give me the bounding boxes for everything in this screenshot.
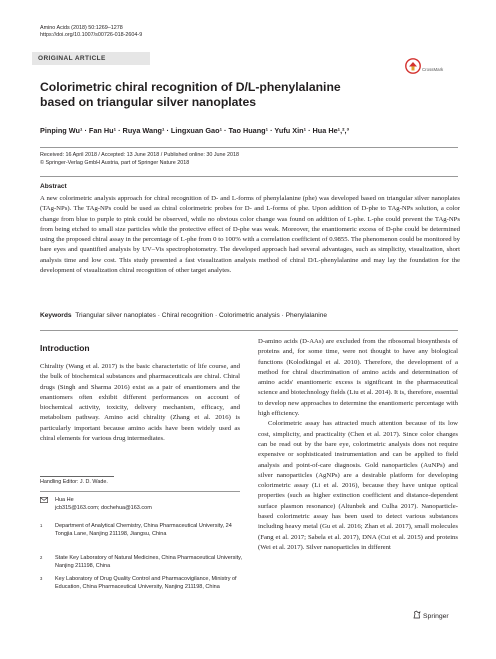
publisher-name: Springer bbox=[423, 613, 449, 620]
contact-email[interactable]: jcb315@163.com; dochehua@163.com bbox=[55, 504, 152, 511]
publication-dates: Received: 16 April 2018 / Accepted: 13 June 2018 / Published online: 30 June 2018 bbox=[40, 152, 239, 158]
journal-reference bbox=[40, 25, 142, 39]
crossmark-badge[interactable] bbox=[405, 58, 455, 80]
divider bbox=[40, 147, 458, 148]
affiliation-number: 1 bbox=[40, 523, 43, 528]
paragraph: Chirality (Wang et al. 2017) is the basic characteristic of life course, and the bulk of biochemical substances and pharmaceuticals are chiral. Chiral drugs (Singh and Sharma 2016) exist as a pair of enantiomers and the enantiomers often exhibit different performances on account of biochemical activity, toxicity, delivery mechanism, efficacy, and metabolism pathway. Amino acid chirality (Zhang et al. 2016) is particularly important because amino acids have been widely used as chiral elements for various drug intermediates. bbox=[40, 363, 240, 443]
article-type-label: ORIGINAL ARTICLE bbox=[38, 55, 106, 62]
handling-editor-note: Handling Editor: J. D. Wade. bbox=[40, 479, 108, 485]
paragraph: D-amino acids (D-AAs) are excluded from the ribosomal biosynthesis of proteins and, for some time, were not thought to have any biological functions (Kolodkingal et al. 2010). Therefore, the development of a method for chiral discrimination of amino acids and determination of amino acids' enantiomeric excess is significant in the pharmaceutical science and biotechnology fields (Liu et al. 2014). It is, therefore, essential to develop new approaches to determine the enantiomeric percentage with high efficiency. bbox=[258, 338, 459, 418]
article-title: Colorimetric chiral recognition of D/L-phenylalanine based on triangular silver nanoplates bbox=[40, 80, 341, 109]
body-column-right bbox=[258, 337, 458, 553]
springer-horse-icon bbox=[413, 610, 421, 619]
keywords-list: Triangular silver nanoplates · Chiral recognition · Colorimetric analysis · Phenylalanine bbox=[75, 312, 328, 319]
affiliation-text: Department of Analytical Chemistry, China Pharmaceutical University, 24 Tongjia Lane, Nanjing 211198, Jiangsu, China bbox=[55, 523, 232, 537]
affiliation-number: 2 bbox=[40, 555, 43, 560]
keywords bbox=[40, 312, 460, 319]
affiliation-text: Key Laboratory of Drug Quality Control and Pharmacovigilance, Ministry of Education, China Pharmaceutical University, Nanjing 211198, China bbox=[55, 576, 237, 590]
abstract-text: A new colorimetric analysis approach for chiral recognition of D- and L-forms of phenylalanine (phe) was developed based on triangular silver nanoplates (TAg-NPs). The TAg-NPs could be used as chiral colorimetric probes for D- and L-forms of phe. Upon addition of D-phe to TAg-NPs solution, a color change from blue to purple to pink could be observed, while no obvious color change was found on addition of L-phe. L-phe could prevent the TAg-NPs from being etched to small size particles while the protective effect of D-phe was weak. Moreover, the enantiomeric excess of D-phe could be determined using the proposed chiral assay in the percentage of L-phe from 0 to 100% with a correlation coefficient of 0.9855. The phenomenon could be monitored by bare eyes and quantified analysis by UV–Vis spectrophotometry. The developed approach had several advantages, such as simplicity, visualization, short analysis time and low cost. This study presented a fast visualization analysis method of chiral D/L-phenylalanine and may lay the foundation for the development of visualization chiral recognition of other target analytes. bbox=[40, 195, 460, 275]
contact-name: Hua He bbox=[55, 497, 74, 503]
abstract-heading: Abstract bbox=[40, 183, 67, 190]
affiliation-text: State Key Laboratory of Natural Medicines, China Pharmaceutical University, Nanjing 211198, China bbox=[55, 555, 242, 569]
doi-link[interactable]: https://doi.org/10.1007/s00726-018-2604-9 bbox=[40, 31, 143, 38]
copyright-notice: © Springer-Verlag GmbH Austria, part of Springer Nature 2018 bbox=[40, 160, 190, 166]
footnote-divider bbox=[40, 476, 114, 477]
section-heading-introduction: Introduction bbox=[40, 343, 90, 353]
contact-icon-block bbox=[40, 497, 48, 507]
divider bbox=[40, 176, 458, 177]
footnote-divider bbox=[40, 491, 240, 492]
envelope-icon bbox=[40, 497, 48, 503]
author-list: Pinping Wu¹ · Fan Hu¹ · Ruya Wang¹ · Lingxuan Gao¹ · Tao Huang¹ · Yufu Xin¹ · Hua He¹,²,³ bbox=[40, 126, 350, 135]
journal-citation: Amino Acids (2018) 50:1269–1278 bbox=[40, 25, 123, 31]
divider bbox=[40, 330, 458, 331]
body-column-left bbox=[40, 362, 240, 444]
affiliation-number: 3 bbox=[40, 576, 43, 581]
paragraph: Colorimetric assay has attracted much attention because of its low cost, simplicity, and practicality (Chen et al. 2017). Since color changes can be read out by the bare eye, colorimetric analysis does not require expensive or sophisticated instrumentation and can be applied to field analysis and point-of-care diagnosis. Gold nanoparticles (AuNPs) and silver nanoparticles (AgNPs) are a desirable platform for developing colorimetric assay (Li et al. 2016), because they have unique optical properties (such as higher extinction coefficient and distance-dependent surface plasmon resonance) (Altunbek and Culha 2017). Nanoparticle-based colorimetric assay has been used to detect various substances including heavy metal (Gu et al. 2016; Zhan et al. 2017), small molecules (Fang et al. 2017; Sabela et al. 2017), DNA (Cui et al. 2015) and proteins (Wei et al. 2017). Silver nanoparticles in different bbox=[258, 420, 458, 551]
corresponding-author bbox=[55, 497, 152, 512]
springer-logo bbox=[413, 610, 449, 620]
crossmark-label: CrossMark bbox=[422, 67, 444, 72]
keywords-label: Keywords bbox=[40, 312, 72, 319]
crossmark-icon bbox=[405, 58, 421, 74]
